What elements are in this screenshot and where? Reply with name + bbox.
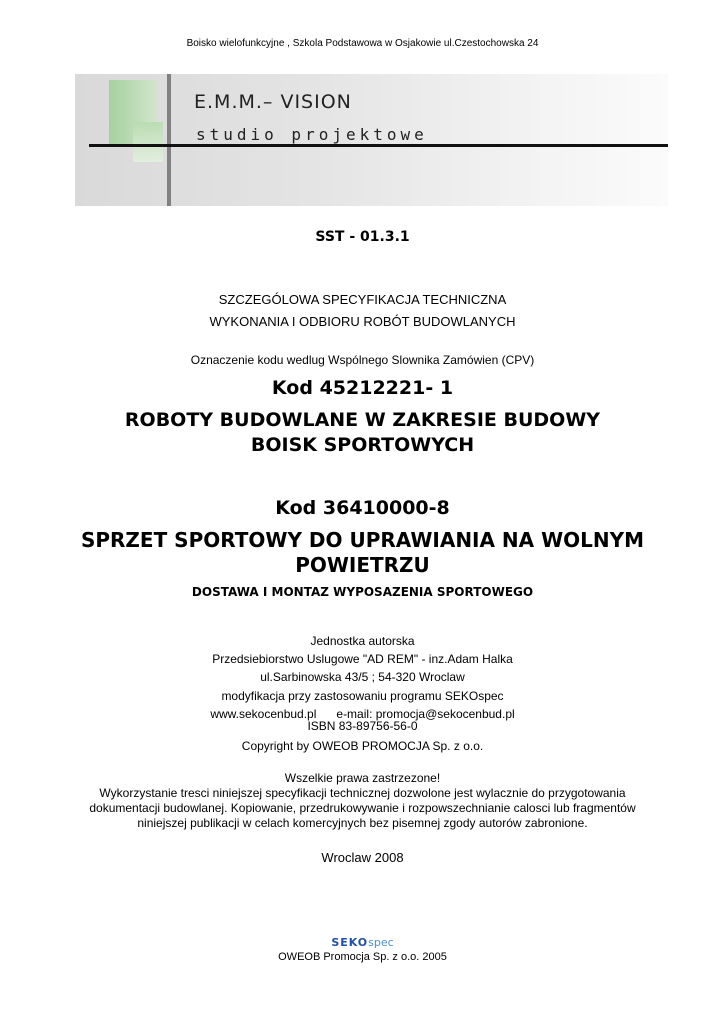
section-title-1 (0, 408, 725, 458)
cpv-code-2: Kod 36410000-8 (275, 497, 450, 519)
section-title-1-line-1: ROBOTY BUDOWLANE W ZAKRESIE BUDOWY (124, 409, 601, 431)
footer-brand-logo (0, 936, 725, 949)
author-modification: modyfikacja przy zastosowaniu programu SEKOspec (221, 688, 504, 703)
author-heading: Jednostka autorska (310, 634, 415, 648)
copyright: Copyright by OWEOB PROMOCJA Sp. z o.o. (241, 739, 484, 753)
author-block (0, 632, 725, 723)
section-title-2-line-2: POWIETRZU (295, 553, 430, 577)
section-title-2-line-1: SPRZET SPORTOWY DO UPRAWIANIA NA WOLNYM (80, 528, 645, 552)
spec-title-line-2: WYKONANIA I ODBIORU ROBÓT BUDOWLANYCH (209, 314, 516, 329)
rights-line-4: niniejszej publikacji w celach komercyjnych bez pisemnej zgody autorów zabronione. (137, 816, 588, 830)
spec-title-line-1: SZCZEGÓLOWA SPECYFIKACJA TECHNICZNA (218, 292, 507, 307)
logo-vertical-bar (167, 74, 171, 206)
logo-title: E.M.M.– VISION (194, 91, 352, 113)
place-date: Wroclaw 2008 (321, 850, 404, 865)
author-address: ul.Sarbinowska 43/5 ; 54-320 Wroclaw (260, 670, 465, 685)
footer-brand-bold: SEKO (331, 936, 369, 949)
running-header: Boisko wielofunkcyjne , Szkola Podstawowa w Osjakowie ul.Czestochowska 24 (186, 38, 539, 49)
author-email[interactable]: e-mail: promocja@sekocenbud.pl (336, 706, 515, 721)
section-subtitle: DOSTAWA I MONTAZ WYPOSAZENIA SPORTOWEGO (191, 585, 534, 599)
company-logo-banner (75, 74, 668, 206)
logo-subtitle: studio projektowe (196, 125, 428, 144)
sst-code: SST - 01.3.1 (315, 229, 410, 245)
rights-line-2: Wykorzystanie tresci niniejszej specyfikacji technicznej dozwolone jest wylacznie do przygotowania (99, 786, 626, 800)
isbn: ISBN 83-89756-56-0 (307, 719, 418, 733)
footer-brand-light: spec (368, 936, 394, 949)
cpv-label: Oznaczenie kodu wedlug Wspólnego Slownika Zamówien (CPV) (190, 353, 535, 367)
author-website[interactable]: www.sekocenbud.pl (210, 706, 317, 721)
author-company: Przedsiebiorstwo Uslugowe "AD REM" - inz.Adam Halka (212, 652, 513, 667)
section-title-1-line-2: BOISK SPORTOWYCH (250, 434, 475, 456)
section-title-2 (0, 528, 725, 578)
logo-green-block-small (133, 122, 163, 162)
rights-line-3: dokumentacji budowlanej. Kopiowanie, przedrukowywanie i rozpowszechnianie calosci lub fragmentów (89, 801, 636, 815)
rights-notice (0, 771, 725, 831)
rights-line-1: Wszelkie prawa zastrzezone! (284, 771, 441, 785)
logo-horizontal-rule (89, 144, 668, 147)
cpv-code-1: Kod 45212221- 1 (271, 377, 454, 399)
footer-publisher: OWEOB Promocja Sp. z o.o. 2005 (278, 951, 447, 963)
